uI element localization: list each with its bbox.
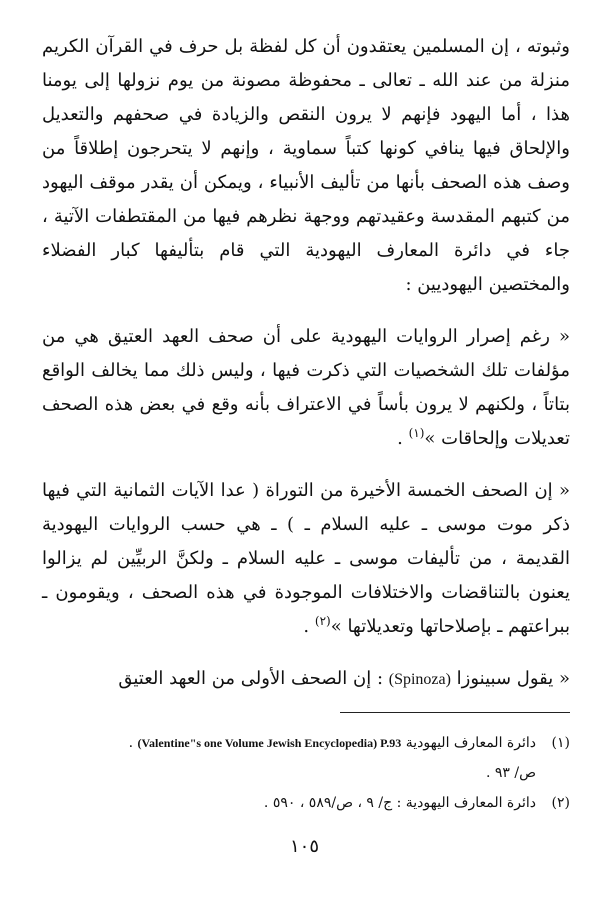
footnote-1-text: دائرة المعارف اليهودية [401,735,536,751]
footnote-1-source: (Valentine"s one Volume Jewish Encyclopedia) P.93 [137,736,402,750]
quote-2 [42,474,570,644]
paragraph-1-text: وثبوته ، إن المسلمين يعتقدون أن كل لفظة بل حرف في القرآن الكريم منزلة من عند الله ـ تعالى ـ محفوظة مصونة من يوم نزولها إلى يومنا هذا ، أما اليهود فإنهم لا يرون النقص والزيادة في صحفهم والتعديل والإلحاق فيها ينافي كونها كتباً سماوية ، وإنهم لا يتحرجون إطلاقاً من وصف هذه الصحف بأنها من تأليف الأنبياء ، ويمكن أن يقدر موقف اليهود من كتبهم المقدسة وعقيدتهم ووجهة نظرهم فيها من المقتطفات الآتية ، جاء في دائرة المعارف اليهودية التي قام بتأليفها كبار الفضلاء والمختصين اليهوديين : [42,36,570,295]
footnote-1-number: (١) [551,735,570,751]
footnote-2 [42,788,570,818]
footnote-2-number: (٢) [551,795,570,811]
footnotes [42,728,570,818]
spinoza-intro: « يقول سبينوزا [450,668,570,689]
footnote-2-text: دائرة المعارف اليهودية : ج/ ٩ ، ص/٥٨٩ ، ٥٩٠ . [263,795,536,811]
page-number: ١٠٥ [289,836,319,857]
quote-2-end: . [303,616,315,637]
footnote-ref-1: (١) [408,426,425,440]
footnote-1-page [42,758,570,788]
spinoza-rest: : إن الصحف الأولى من العهد العتيق [118,668,389,689]
quote-1-end: . [397,428,409,449]
paragraph-1 [42,30,570,302]
footnote-1-line2: ص/ ٩٣ . [485,765,536,781]
footnote-ref-2: (٢) [314,614,331,628]
spinoza-latin: (Spinoza) [388,671,451,688]
quote-1 [42,320,570,456]
footnote-1-tail: . [128,735,138,751]
quote-1-text: « رغم إصرار الروايات اليهودية على أن صحف العهد العتيق هي من مؤلفات تلك الشخصيات التي ذكرت فيها ، وليس ذلك مما يخالف الواقع بتاتاً ، ولكنهم لا يرون بأساً في الاعتراف بأنه وقع في بعض هذه الصحف تعديلات وإلحاقات » [42,326,570,449]
footnote-divider [340,712,570,713]
footnote-1 [42,728,570,758]
main-text [42,30,570,697]
paragraph-spinoza [42,662,570,697]
quote-2-text: « إن الصحف الخمسة الأخيرة من التوراة ( عدا الآيات الثمانية التي فيها ذكر موت موسى ـ عليه السلام ـ ) ـ هي حسب الروايات اليهودية القديمة ، من تأليفات موسى ـ عليه السلام ـ ولكنَّ الربيِّين لم يزالوا يعنون بالتناقضات والاختلافات الموجودة في هذه الصحف ، ويقومون ـ ببراعتهم ـ بإصلاحاتها وتعديلاتها » [42,480,570,637]
